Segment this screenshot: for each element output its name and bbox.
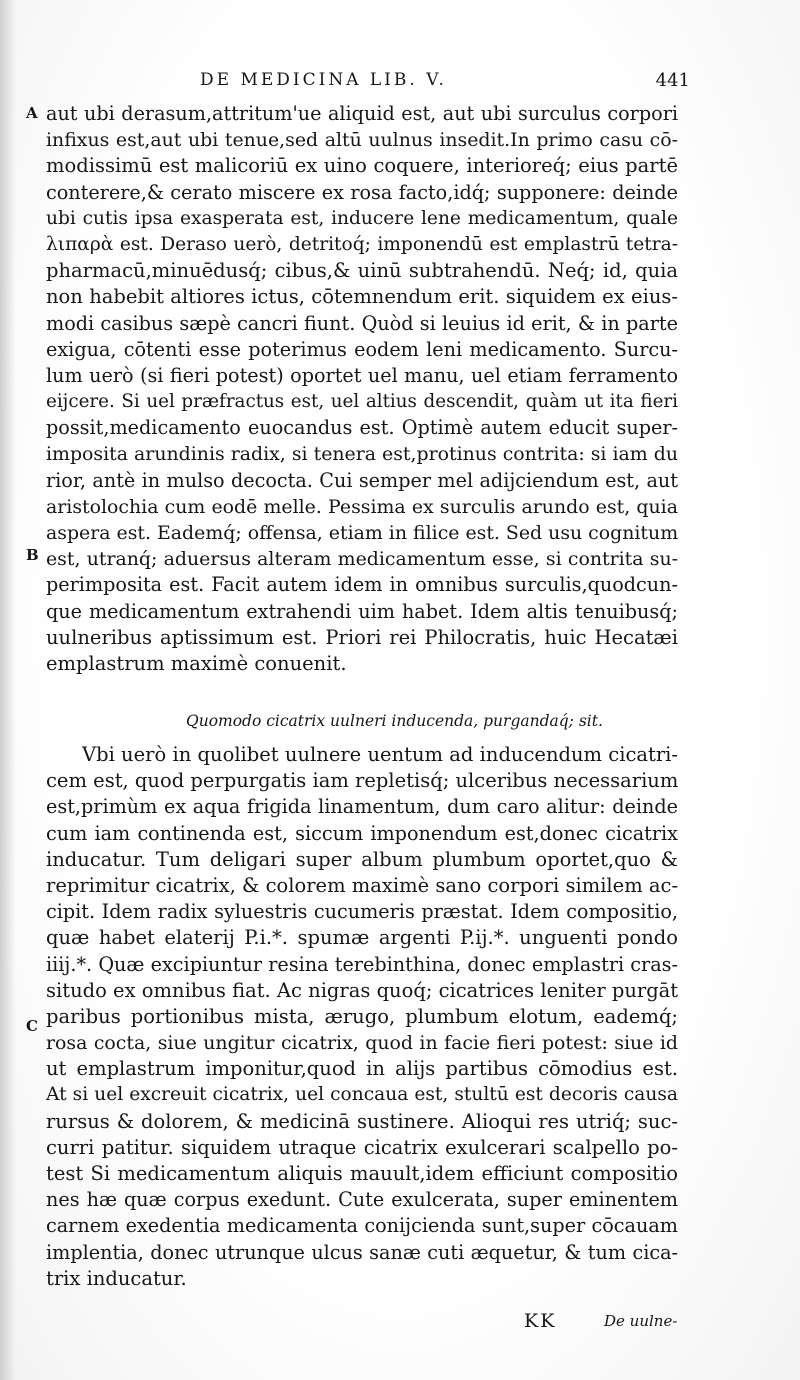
- text-line: aut ubi derasum,attritum'ue aliquid est, aut ubi surculus corpori: [46, 102, 678, 125]
- text-line: non habebit altiores ictus, cōtemnendum erit. siquidem ex eius-: [46, 285, 678, 309]
- text-line: reprimitur cicatrix, & colorem maximè sano corpori similem ac-: [46, 873, 678, 897]
- text-line: cem est, quod perpurgatis iam repletisq́; ulceribus necessarium: [46, 769, 678, 793]
- text-line: aspera est. Eademq́; offensa, etiam in filice est. Sed usu cognitum: [46, 522, 678, 544]
- paragraph-1: [46, 101, 678, 677]
- text-line: At si uel excreuit cicatrix, uel concaua est, stultū est decoris causa: [46, 1084, 678, 1106]
- text-line: emplastrum maximè conuenit.: [46, 651, 347, 675]
- text-line: conterere,& cerato miscere ex rosa facto,idq́; supponere: deinde: [46, 180, 678, 204]
- page-number: 441: [655, 70, 690, 91]
- catchword: De uulne-: [604, 1312, 678, 1330]
- text-line: pharmacū,minuēdusq́; cibus,& uinū subtrahendū. Neq́; id, quia: [46, 259, 678, 283]
- gutter-shadow: [0, 0, 16, 1380]
- text-line: λιπαρὰ est. Deraso uerò, detritoq́; imponendū est emplastrū tetra-: [46, 233, 678, 255]
- text-line: rursus & dolorem, & medicinā sustinere. Alioqui res utriq́; suc-: [46, 1109, 678, 1133]
- section-heading: Quomodo cicatrix uulneri inducenda, purgandaq́; sit.: [186, 712, 603, 730]
- text-line: infixus est,aut ubi tenue,sed altū uulnus insedit.In primo casu cō-: [46, 129, 678, 152]
- text-line: nes hæ quæ corpus exedunt. Cute exulcerata, super eminentem: [46, 1188, 678, 1212]
- text-line: paribus portionibus mista, ærugo, plumbum elotum, eademq́;: [46, 1004, 678, 1028]
- text-line: test Si medicamentum aliquis mauult,idem efficiunt compositio: [46, 1162, 678, 1185]
- running-header: [190, 70, 690, 94]
- paragraph-2: [46, 742, 678, 1292]
- text-line: imposita arundinis radix, si tenera est,protinus contrita: si iam du: [46, 443, 678, 466]
- text-line: ubi cutis ipsa exasperata est, inducere lene medicamentum, quale: [46, 207, 678, 229]
- text-line: est, utranq́; aduersus alteram medicamentum esse, si contrita su-: [46, 548, 678, 571]
- text-line: possit,medicamento euocandus est. Optimè autem educit super-: [46, 416, 678, 440]
- text-line: eijcere. Si uel præfractus est, uel altius descendit, quàm ut ita fieri: [46, 391, 678, 413]
- text-line: situdo ex omnibus fiat. Ac nigras quoq́; cicatrices leniter purgāt: [46, 978, 678, 1002]
- text-line: carnem exedentia medicamenta conijcienda sunt,super cōcauam: [46, 1214, 678, 1238]
- text-line: implentia, donec utrunque ulcus sanæ cuti æquetur, & tum cica-: [46, 1240, 678, 1264]
- text-line: exigua, cōtenti esse poterimus eodem leni medicamento. Surcu-: [46, 337, 678, 361]
- text-line: est,primùm ex aqua frigida linamentum, dum caro alitur: deinde: [46, 795, 678, 819]
- text-line: rior, antè in mulso decocta. Cui semper mel adijciendum est, aut: [46, 468, 678, 492]
- margin-letter-c: C: [26, 1017, 38, 1035]
- text-line: quæ habet elaterij P.i.*. spumæ argenti P.ij.*. unguenti pondo: [46, 926, 678, 950]
- text-line: modi casibus sæpè cancri fiunt. Quòd si leuius id erit, & in parte: [46, 311, 678, 335]
- text-line: lum uerò (si fieri potest) oportet uel manu, uel etiam ferramento: [46, 363, 678, 387]
- text-line: que medicamentum extrahendi uim habet. Idem altis tenuibusq́;: [46, 599, 678, 623]
- text-line: Vbi uerò in quolibet uulnere uentum ad inducendum cicatri-: [82, 743, 678, 766]
- text-line: cum iam continenda est, siccum imponendum est,donec cicatrix: [46, 821, 678, 845]
- margin-letter-b: B: [26, 546, 39, 564]
- text-line: inducatur. Tum deligari super album plumbum oportet,quo &: [46, 847, 678, 871]
- text-line: aristolochia cum eodē melle. Pessima ex surculis arundo est, quia: [46, 495, 678, 518]
- text-line: rosa cocta, siue ungitur cicatrix, quod in facie fieri potest: siue id: [46, 1032, 678, 1055]
- text-line: uulneribus aptissimum est. Priori rei Philocratis, huic Hecatæi: [46, 625, 678, 649]
- margin-letter-a: A: [26, 104, 38, 122]
- signature-mark: KK: [524, 1310, 557, 1332]
- text-line: curri patitur. siquidem utraque cicatrix exulcerari scalpello po-: [46, 1135, 678, 1159]
- text-line: modissimū est malicoriū ex uino coquere, interioreq́; eius partē: [46, 154, 678, 178]
- running-title: DE MEDICINA LIB. V.: [200, 70, 447, 90]
- text-line: cipit. Idem radix syluestris cucumeris præstat. Idem compositio,: [46, 900, 678, 924]
- text-line: trix inducatur.: [46, 1266, 187, 1290]
- text-line: perimposita est. Facit autem idem in omnibus surculis,quodcun-: [46, 573, 678, 597]
- text-line: iiij.*. Quæ excipiuntur resina terebinthina, donec emplastri cras-: [46, 952, 678, 976]
- text-line: ut emplastrum imponitur,quod in alijs partibus cōmodius est.: [46, 1057, 678, 1081]
